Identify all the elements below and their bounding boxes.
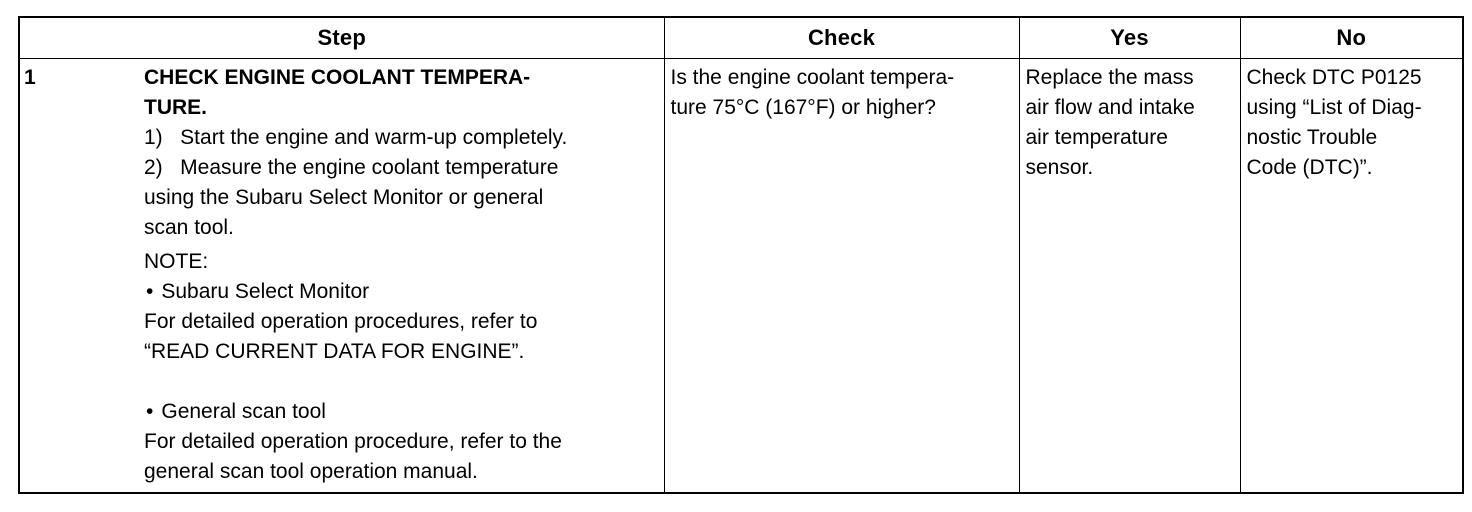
step-cell (19, 59, 664, 494)
note-label: NOTE: (144, 250, 209, 273)
instruction-2-line1: 2) Measure the engine coolant temperature (144, 156, 559, 179)
yes-cell (1019, 59, 1240, 494)
header-yes: Yes (1019, 17, 1240, 59)
diagnostic-table (18, 16, 1464, 494)
instruction-1: 1) Start the engine and warm-up completely. (144, 126, 568, 149)
table-row (19, 59, 1463, 494)
step-number: 1 (24, 66, 36, 89)
check-line1: Is the engine coolant tempera- (670, 66, 955, 89)
no-line4: Code (DTC)”. (1246, 156, 1373, 179)
note-bullet-1-text-line1: For detailed operation procedures, refer to (144, 310, 538, 333)
note-bullet-2-text-line1: For detailed operation procedure, refer to the (144, 430, 562, 453)
note-bullet-2-text-line2: general scan tool operation manual. (144, 460, 478, 483)
step-title-line2: TURE. (144, 96, 207, 119)
instruction-2-line2: using the Subaru Select Monitor or general (144, 186, 544, 209)
no-cell (1240, 59, 1463, 494)
check-cell (664, 59, 1019, 494)
header-row (19, 17, 1463, 59)
yes-line2: air flow and intake (1025, 96, 1195, 119)
spacer (144, 367, 658, 397)
no-line3: nostic Trouble (1246, 126, 1378, 149)
note-bullet-1-text-line2: “READ CURRENT DATA FOR ENGINE”. (144, 340, 525, 363)
note-bullet-2: • General scan tool (144, 397, 658, 427)
yes-line3: air temperature (1025, 126, 1168, 149)
header-no: No (1240, 17, 1463, 59)
no-line2: using “List of Diag- (1246, 96, 1422, 119)
yes-line1: Replace the mass (1025, 66, 1194, 89)
header-check: Check (664, 17, 1019, 59)
step-title-line1: CHECK ENGINE COOLANT TEMPERA- (144, 66, 531, 89)
check-line2: ture 75°C (167°F) or higher? (670, 96, 936, 119)
step-content (144, 63, 658, 487)
instruction-2-line3: scan tool. (144, 216, 234, 239)
yes-line4: sensor. (1025, 156, 1094, 179)
header-step: Step (19, 17, 664, 59)
no-line1: Check DTC P0125 (1246, 66, 1422, 89)
note-bullet-1: • Subaru Select Monitor (144, 277, 658, 307)
